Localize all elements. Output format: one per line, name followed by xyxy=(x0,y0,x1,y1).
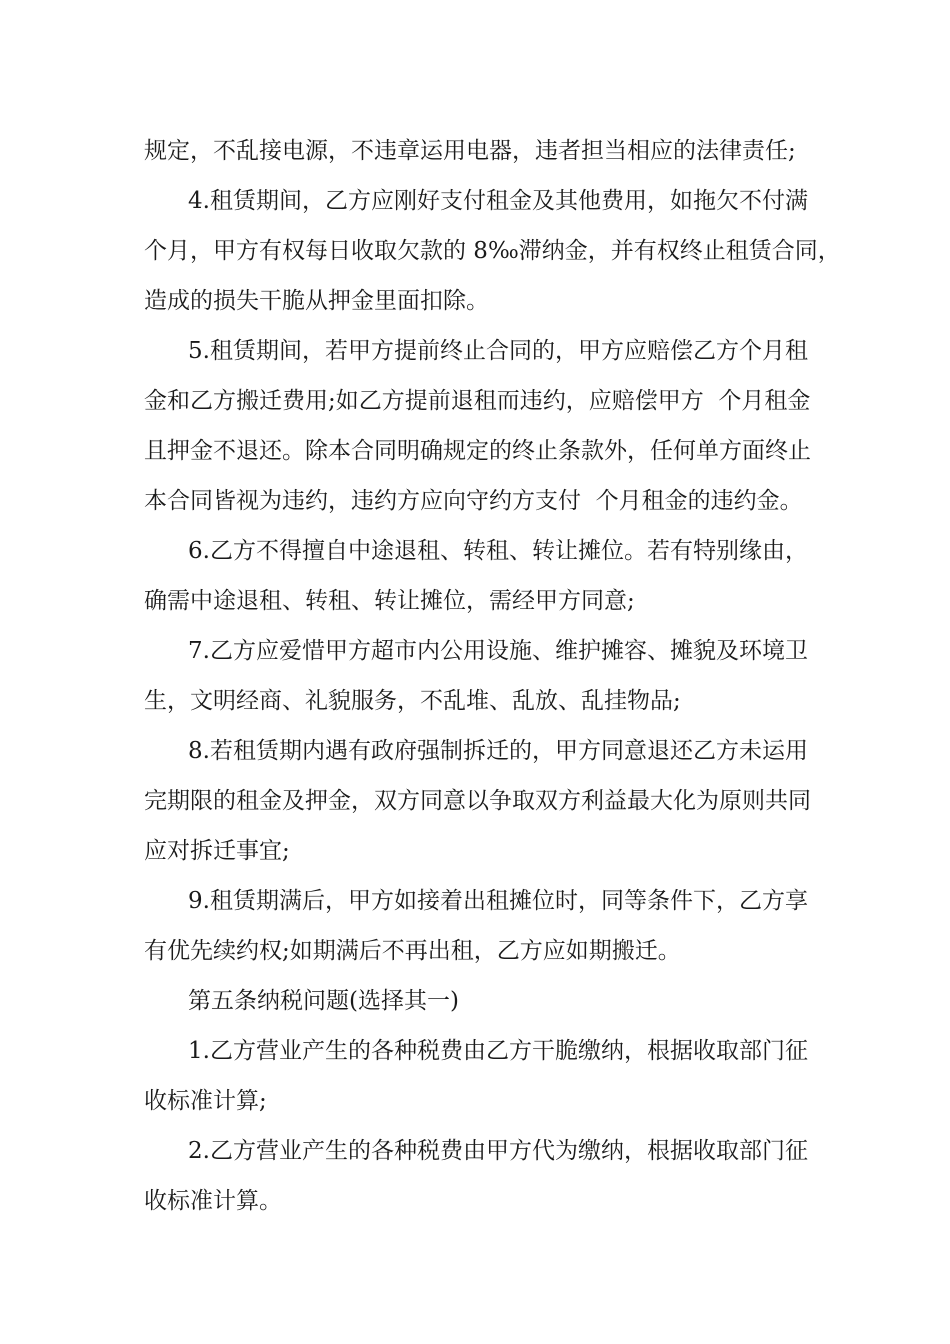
text-line: 应对拆迁事宜; xyxy=(144,838,290,864)
text-line: 生，文明经商、礼貌服务，不乱堆、乱放、乱挂物品; xyxy=(144,688,681,714)
text-line: 2.乙方营业产生的各种税费由甲方代为缴纳，根据收取部门征 xyxy=(188,1138,808,1164)
text-line: 8.若租赁期内遇有政府强制拆迁的，甲方同意退还乙方未运用 xyxy=(188,738,808,764)
text-line: 且押金不退还。除本合同明确规定的终止条款外，任何单方面终止 xyxy=(144,438,811,464)
section-heading: 第五条纳税问题(选择其一) xyxy=(188,988,459,1014)
text-line: 4.租赁期间，乙方应刚好支付租金及其他费用，如拖欠不付满 xyxy=(188,188,808,214)
text-line: 5.租赁期间，若甲方提前终止合同的，甲方应赔偿乙方个月租 xyxy=(188,338,808,364)
text-line: 金和乙方搬迁费用;如乙方提前退租而违约，应赔偿甲方 个月租金 xyxy=(144,388,811,414)
text-line: 完期限的租金及押金，双方同意以争取双方利益最大化为原则共同 xyxy=(144,788,811,814)
text-line: 本合同皆视为违约，违约方应向守约方支付 个月租金的违约金。 xyxy=(144,488,803,514)
text-line: 收标准计算。 xyxy=(144,1188,282,1214)
text-line: 7.乙方应爱惜甲方超市内公用设施、维护摊容、摊貌及环境卫 xyxy=(188,638,808,664)
text-line: 9.租赁期满后，甲方如接着出租摊位时，同等条件下，乙方享 xyxy=(188,888,808,914)
text-line: 6.乙方不得擅自中途退租、转租、转让摊位。若有特别缘由， xyxy=(188,538,808,564)
text-line: 1.乙方营业产生的各种税费由乙方干脆缴纳，根据收取部门征 xyxy=(188,1038,808,1064)
text-line: 个月，甲方有权每日收取欠款的 8‰滞纳金，并有权终止租赁合同， xyxy=(144,238,841,264)
text-line: 有优先续约权;如期满后不再出租，乙方应如期搬迁。 xyxy=(144,938,681,964)
text-line: 确需中途退租、转租、转让摊位，需经甲方同意; xyxy=(144,588,635,614)
text-line: 收标准计算; xyxy=(144,1088,267,1114)
text-line: 规定，不乱接电源，不违章运用电器，违者担当相应的法律责任; xyxy=(144,138,796,164)
text-line: 造成的损失干脆从押金里面扣除。 xyxy=(144,288,489,314)
